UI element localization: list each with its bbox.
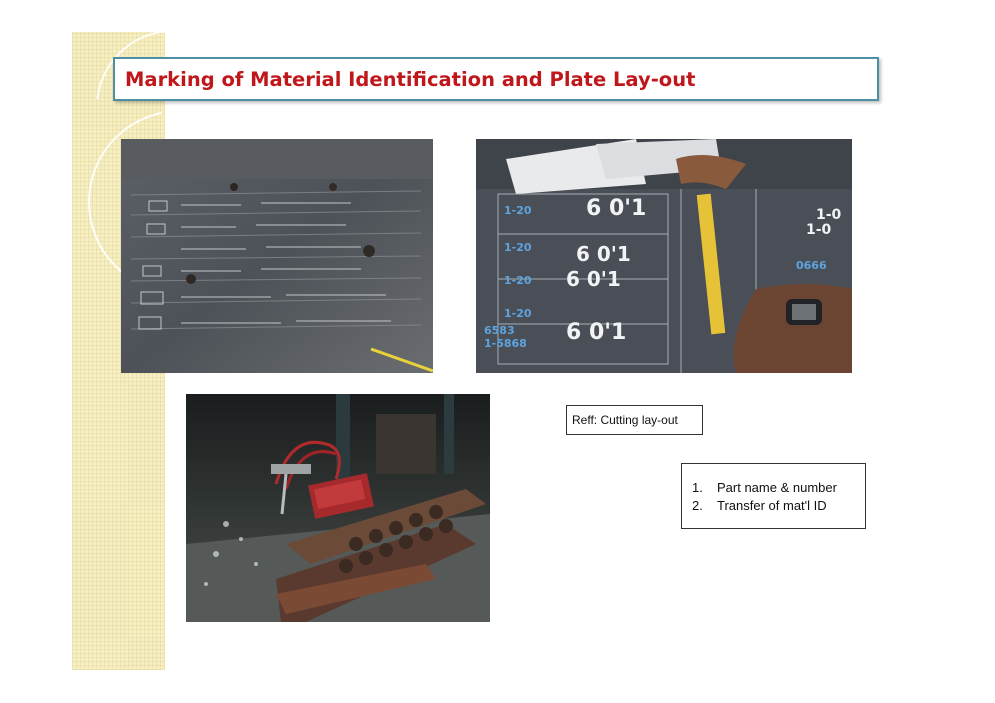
notes-box: [681, 463, 866, 529]
svg-text:0666: 0666: [796, 259, 827, 272]
svg-text:6 0'1: 6 0'1: [566, 320, 627, 345]
svg-text:6 0'1: 6 0'1: [566, 267, 621, 291]
photo-measuring-layout: [476, 139, 852, 373]
svg-text:6 0'1: 6 0'1: [576, 242, 631, 266]
svg-text:1-20: 1-20: [504, 241, 532, 254]
svg-text:6 0'1: 6 0'1: [586, 196, 647, 221]
svg-text:1-20: 1-20: [504, 274, 532, 287]
title-box: [113, 57, 879, 101]
slide-title: Marking of Material Identification and Plate Lay-out: [125, 68, 696, 91]
caption-text: Reff: Cutting lay-out: [572, 413, 678, 427]
svg-text:1-20: 1-20: [504, 204, 532, 217]
caption-box: [566, 405, 703, 435]
list-item: 2. Transfer of mat'l ID: [692, 498, 827, 513]
photo-cutting-torch: [186, 394, 490, 622]
svg-text:1-20: 1-20: [504, 307, 532, 320]
svg-text:1-5868: 1-5868: [484, 337, 527, 350]
notes-list: [692, 479, 837, 515]
list-item: 1. Part name & number: [692, 480, 837, 495]
photo-plate-markings: [121, 139, 433, 373]
svg-text:1-0: 1-0: [806, 222, 832, 238]
svg-text:1-0: 1-0: [816, 207, 842, 223]
svg-text:6583: 6583: [484, 324, 515, 337]
